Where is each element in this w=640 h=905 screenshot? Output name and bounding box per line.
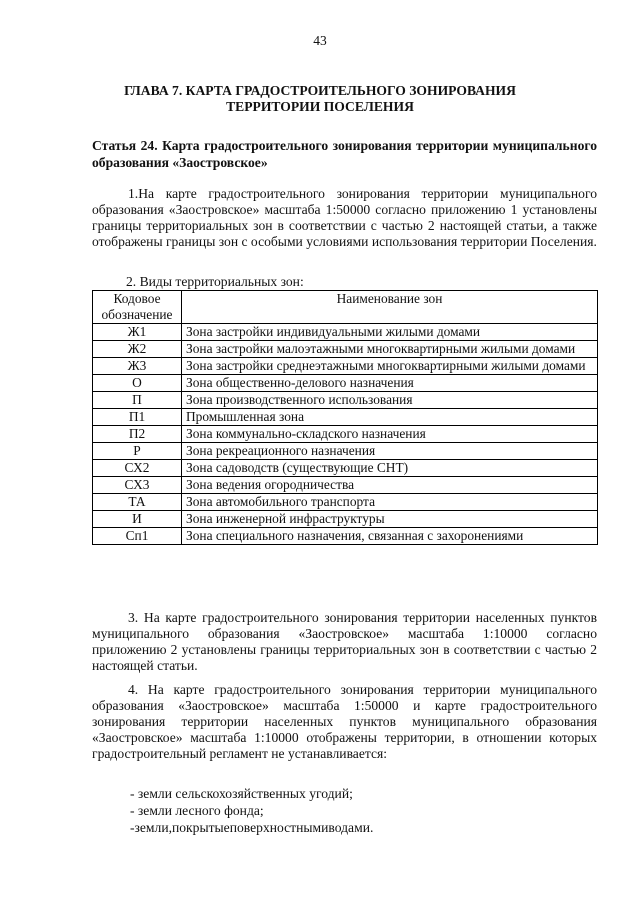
zone-code-cell: ТА	[93, 494, 182, 511]
column-header-name: Наименование зон	[182, 291, 598, 324]
table-row	[93, 409, 598, 426]
table-row	[93, 443, 598, 460]
paragraph-3: 3. На карте градостроительного зонирования территории населенных пунктов муниципального образования «Заостровское» масштаба 1:10000 согласно приложению 2 установлены границы территориальных зон в соответствии с частью 2 настоящей статьи.	[92, 610, 597, 673]
table-row	[93, 341, 598, 358]
table-row	[93, 426, 598, 443]
table-row	[93, 477, 598, 494]
zone-name-cell: Зона общественно-делового назначения	[182, 375, 598, 392]
zone-code-cell: Р	[93, 443, 182, 460]
zone-name-cell: Зона садоводств (существующие СНТ)	[182, 460, 598, 477]
zone-code-cell: О	[93, 375, 182, 392]
table-row	[93, 324, 598, 341]
table-row	[93, 511, 598, 528]
zone-code-cell: П1	[93, 409, 182, 426]
zone-name-cell: Промышленная зона	[182, 409, 598, 426]
zone-code-cell: И	[93, 511, 182, 528]
zone-code-cell: Сп1	[93, 528, 182, 545]
zones-heading: 2. Виды территориальных зон:	[126, 274, 304, 289]
table-row	[93, 460, 598, 477]
zone-code-cell: Ж1	[93, 324, 182, 341]
zone-name-cell: Зона специального назначения, связанная с захоронениями	[182, 528, 598, 545]
list-item: - земли сельскохозяйственных угодий;	[130, 786, 353, 801]
zone-name-cell: Зона рекреационного назначения	[182, 443, 598, 460]
zones-table-body	[93, 324, 598, 545]
zone-name-cell: Зона коммунально-складского назначения	[182, 426, 598, 443]
zone-name-cell: Зона застройки среднеэтажными многоквартирными жилыми домами	[182, 358, 598, 375]
zone-code-cell: Ж2	[93, 341, 182, 358]
zones-table-header-row	[93, 291, 598, 324]
list-item: -земли,покрытыеповерхностнымиводами.	[130, 820, 374, 835]
zone-name-cell: Зона ведения огородничества	[182, 477, 598, 494]
zone-code-cell: Ж3	[93, 358, 182, 375]
zone-code-cell: П2	[93, 426, 182, 443]
list-item: - земли лесного фонда;	[130, 803, 264, 818]
zone-name-cell: Зона застройки индивидуальными жилыми домами	[182, 324, 598, 341]
table-row	[93, 358, 598, 375]
zone-code-cell: П	[93, 392, 182, 409]
chapter-title	[92, 83, 548, 115]
zones-table	[92, 290, 598, 545]
table-row	[93, 528, 598, 545]
zone-name-cell: Зона инженерной инфраструктуры	[182, 511, 598, 528]
chapter-title-line-2: ТЕРРИТОРИИ ПОСЕЛЕНИЯ	[226, 99, 414, 114]
table-row	[93, 392, 598, 409]
chapter-title-line-1: ГЛАВА 7. КАРТА ГРАДОСТРОИТЕЛЬНОГО ЗОНИРОВАНИЯ	[124, 83, 516, 98]
table-row	[93, 375, 598, 392]
table-row	[93, 494, 598, 511]
zone-name-cell: Зона производственного использования	[182, 392, 598, 409]
page-number: 43	[313, 33, 327, 48]
article-title: Статья 24. Карта градостроительного зонирования территории муниципального образования «Заостровское»	[92, 138, 597, 170]
paragraph-4: 4. На карте градостроительного зонирования территории муниципального образования «Заостровское» масштаба 1:50000 и карте градостроительного зонирования территории населенных пунктов муниципального образования «Заостровское» масштаба 1:10000 отображены территории, в отношении которых градостроительный регламент не устанавливается:	[92, 682, 597, 761]
zone-name-cell: Зона автомобильного транспорта	[182, 494, 598, 511]
column-header-code: Кодовое обозначение	[93, 291, 182, 324]
zone-code-cell: СХ3	[93, 477, 182, 494]
paragraph-1: 1.На карте градостроительного зонирования территории муниципального образования «Заостровское» масштаба 1:50000 согласно приложению 1 установлены границы территориальных зон в соответствии с частью 2 настоящей статьи, а также отображены границы зон с особыми условиями использования территории Поселения.	[92, 186, 597, 249]
zone-code-cell: СХ2	[93, 460, 182, 477]
zone-name-cell: Зона застройки малоэтажными многоквартирными жилыми домами	[182, 341, 598, 358]
